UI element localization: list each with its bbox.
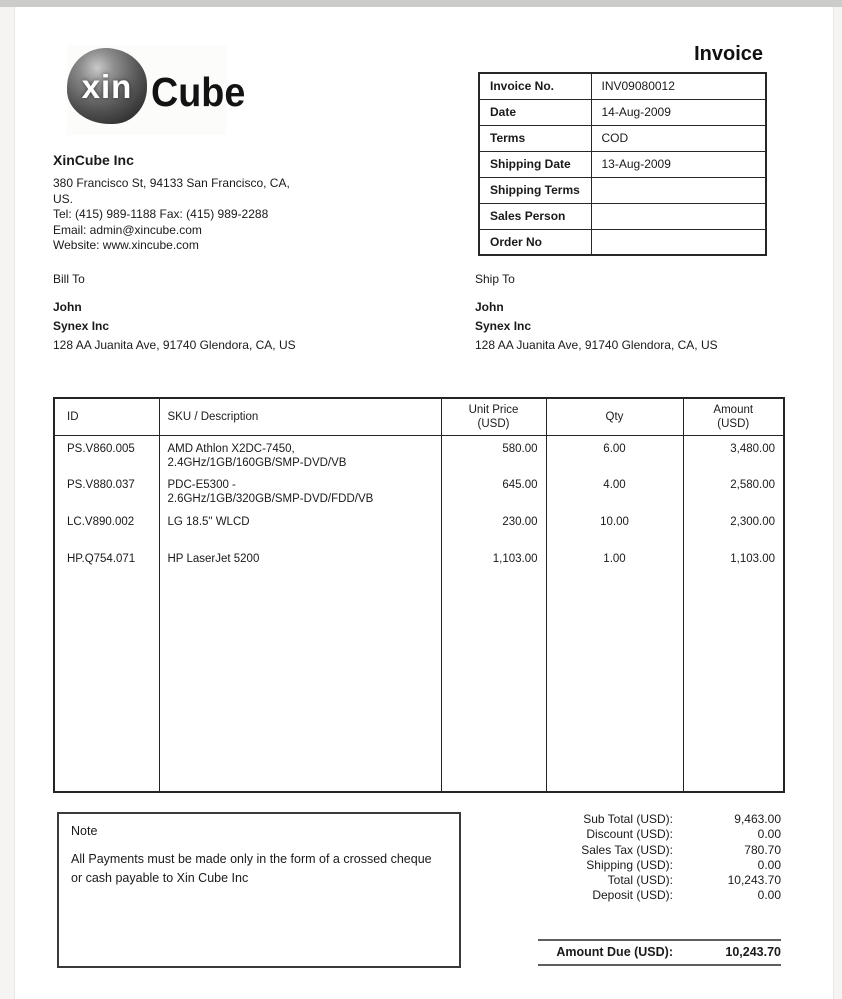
meta-value: INV09080012 bbox=[591, 73, 766, 99]
company-logo bbox=[67, 45, 246, 135]
total-row-discount bbox=[445, 827, 781, 842]
item-row bbox=[54, 509, 784, 546]
meta-row-shipping-terms bbox=[479, 177, 766, 203]
meta-value: 14-Aug-2009 bbox=[591, 99, 766, 125]
items-filler-row bbox=[54, 583, 784, 792]
meta-value bbox=[591, 229, 766, 255]
item-description: PDC-E5300 - 2.6GHz/1GB/320GB/SMP-DVD/FDD/VB bbox=[159, 472, 441, 509]
totals-block bbox=[445, 812, 781, 904]
meta-row-date bbox=[479, 99, 766, 125]
total-row-deposit bbox=[445, 888, 781, 903]
total-value: 0.00 bbox=[757, 888, 781, 903]
meta-label: Shipping Terms bbox=[479, 177, 591, 203]
company-name: XinCube Inc bbox=[53, 152, 134, 168]
viewer-top-strip bbox=[0, 0, 842, 7]
total-label: Total (USD): bbox=[607, 873, 673, 888]
item-amount: 1,103.00 bbox=[683, 546, 784, 583]
meta-label: Order No bbox=[479, 229, 591, 255]
total-value: 9,463.00 bbox=[734, 812, 781, 826]
amount-due-value: 10,243.70 bbox=[725, 945, 781, 959]
ship-to-name: John bbox=[475, 300, 504, 314]
item-row bbox=[54, 435, 784, 472]
total-label: Sub Total (USD): bbox=[583, 812, 673, 826]
item-id: HP.Q754.071 bbox=[67, 553, 136, 565]
item-amount: 3,480.00 bbox=[683, 435, 784, 472]
ship-to-heading: Ship To bbox=[475, 272, 515, 286]
item-id: PS.V880.037 bbox=[67, 479, 135, 491]
total-row-shipping bbox=[445, 858, 781, 873]
bill-to-heading: Bill To bbox=[53, 272, 85, 286]
ship-to-block bbox=[475, 272, 835, 355]
items-header-row bbox=[54, 398, 784, 435]
total-label: Shipping (USD): bbox=[586, 857, 673, 872]
total-value: 0.00 bbox=[757, 827, 781, 842]
item-qty: 6.00 bbox=[546, 435, 683, 472]
item-description: LG 18.5" WLCD bbox=[159, 509, 441, 546]
meta-row-sales-person bbox=[479, 203, 766, 229]
item-unit-price: 645.00 bbox=[441, 472, 546, 509]
meta-label: Date bbox=[479, 99, 591, 125]
ship-to-company: Synex Inc bbox=[475, 319, 532, 333]
meta-value: COD bbox=[591, 125, 766, 151]
note-box bbox=[57, 812, 461, 968]
amount-due-row bbox=[445, 945, 781, 959]
meta-row-shipping-date bbox=[479, 151, 766, 177]
col-header-unit-price: Unit Price (USD) bbox=[441, 398, 546, 435]
meta-row-invoice-no bbox=[479, 73, 766, 99]
total-label: Sales Tax (USD): bbox=[581, 842, 673, 857]
meta-label: Terms bbox=[479, 125, 591, 151]
item-amount: 2,300.00 bbox=[683, 509, 784, 546]
total-row-subtotal bbox=[445, 812, 781, 827]
item-unit-price: 580.00 bbox=[441, 435, 546, 472]
bill-to-company: Synex Inc bbox=[53, 319, 110, 333]
ship-to-address: 128 AA Juanita Ave, 91740 Glendora, CA, US bbox=[475, 338, 718, 352]
total-label: Deposit (USD): bbox=[592, 888, 673, 903]
bill-to-address: 128 AA Juanita Ave, 91740 Glendora, CA, US bbox=[53, 338, 296, 352]
meta-label: Sales Person bbox=[479, 203, 591, 229]
company-address-line: Tel: (415) 989-1188 Fax: (415) 989-2288 bbox=[53, 207, 269, 221]
invoice-page bbox=[14, 7, 834, 999]
meta-label: Invoice No. bbox=[479, 73, 591, 99]
meta-row-terms bbox=[479, 125, 766, 151]
note-text: All Payments must be made only in the form of a crossed cheque or cash payable to Xin Cube Inc bbox=[71, 852, 432, 885]
total-value: 0.00 bbox=[757, 857, 781, 872]
meta-row-order-no bbox=[479, 229, 766, 255]
item-unit-price: 230.00 bbox=[441, 509, 546, 546]
item-qty: 1.00 bbox=[546, 546, 683, 583]
item-id: PS.V860.005 bbox=[67, 442, 135, 455]
logo-wordmark: Cube bbox=[151, 69, 246, 115]
amount-due-rule-top bbox=[538, 939, 781, 941]
company-address bbox=[53, 176, 383, 254]
bill-to-name: John bbox=[53, 300, 82, 314]
company-address-line: Email: admin@xincube.com bbox=[53, 222, 202, 237]
item-qty: 4.00 bbox=[546, 472, 683, 509]
company-address-line: Website: www.xincube.com bbox=[53, 238, 199, 252]
logo-mark-text: xin bbox=[81, 68, 133, 105]
col-header-id: ID bbox=[54, 398, 159, 435]
amount-due-label: Amount Due (USD): bbox=[556, 945, 673, 959]
note-heading: Note bbox=[71, 824, 98, 838]
company-address-line: 380 Francisco St, 94133 San Francisco, CA, bbox=[53, 176, 290, 190]
logo-pebble-icon bbox=[67, 48, 147, 124]
item-description: HP LaserJet 5200 bbox=[159, 546, 441, 583]
item-qty: 10.00 bbox=[546, 509, 683, 546]
total-value: 10,243.70 bbox=[727, 873, 781, 888]
item-unit-price: 1,103.00 bbox=[441, 546, 546, 583]
meta-value bbox=[591, 203, 766, 229]
meta-value: 13-Aug-2009 bbox=[591, 151, 766, 177]
total-row-total bbox=[445, 873, 781, 888]
meta-label: Shipping Date bbox=[479, 151, 591, 177]
line-items-table bbox=[53, 397, 785, 793]
item-row bbox=[54, 546, 784, 583]
amount-due-rule-bottom bbox=[538, 964, 781, 966]
item-description: AMD Athlon X2DC-7450, 2.4GHz/1GB/160GB/SMP-DVD/VB bbox=[159, 435, 441, 472]
total-label: Discount (USD): bbox=[586, 827, 673, 842]
item-id: LC.V890.002 bbox=[67, 516, 135, 528]
item-amount: 2,580.00 bbox=[683, 472, 784, 509]
bill-to-block bbox=[53, 272, 413, 355]
total-row-sales-tax bbox=[445, 843, 781, 858]
invoice-title: Invoice bbox=[694, 43, 763, 65]
total-value: 780.70 bbox=[744, 842, 781, 857]
invoice-meta-table bbox=[478, 72, 767, 256]
col-header-qty: Qty bbox=[546, 398, 683, 435]
item-row bbox=[54, 472, 784, 509]
col-header-sku: SKU / Description bbox=[159, 398, 441, 435]
meta-value bbox=[591, 177, 766, 203]
company-address-line: US. bbox=[53, 191, 74, 206]
col-header-amount: Amount (USD) bbox=[683, 398, 784, 435]
